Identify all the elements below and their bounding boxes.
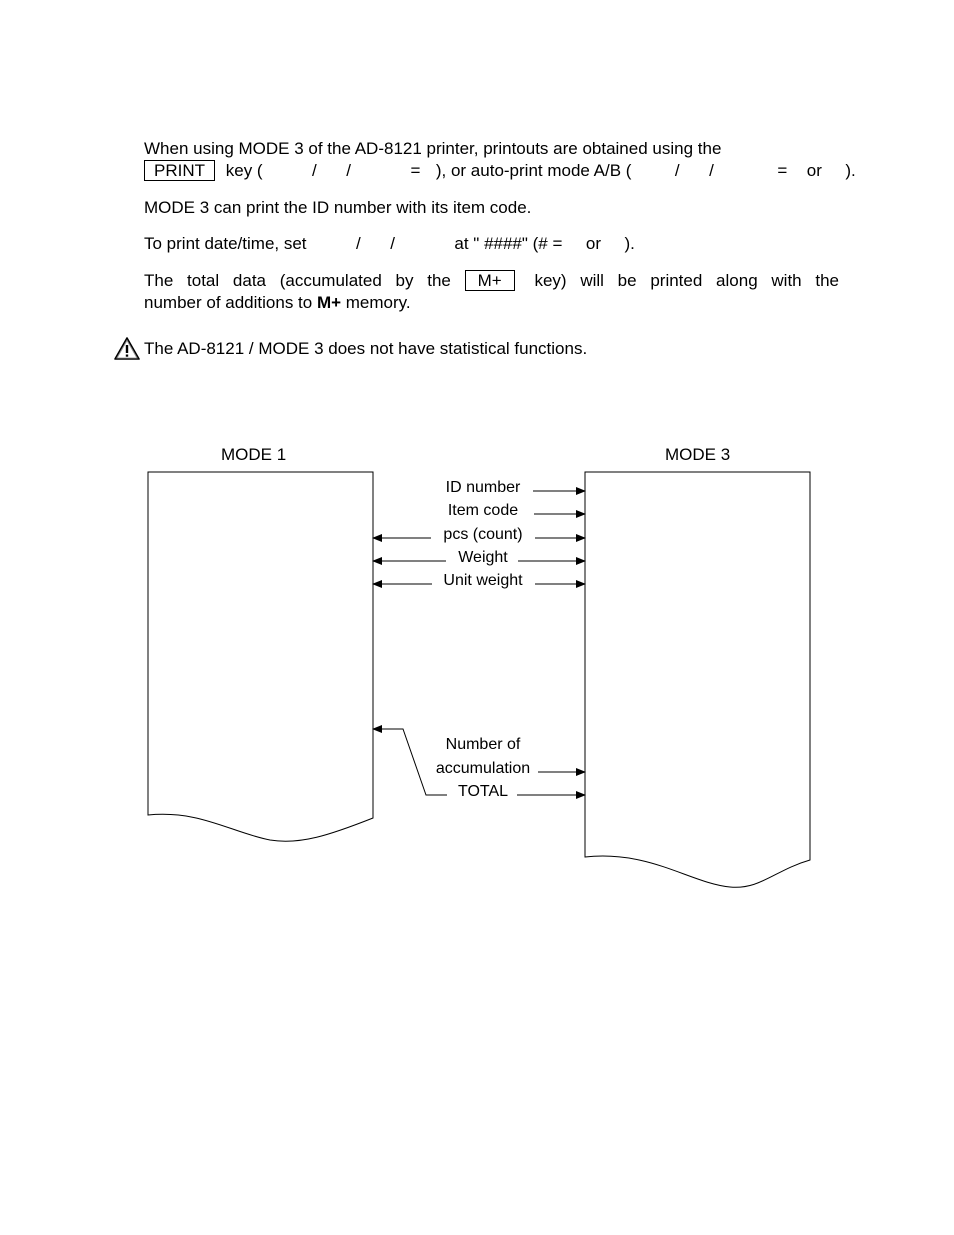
warning-text: The AD-8121 / MODE 3 does not have statistical functions.	[144, 339, 588, 358]
or-text: or	[806, 161, 822, 180]
at-text: at " ####" (# =	[454, 234, 563, 253]
key-text: key (	[225, 161, 263, 180]
label-item-code: Item code	[447, 502, 519, 519]
auto-print-text: ), or auto-print mode A/B (	[435, 161, 632, 180]
para4-start: The total data (accumulated by the	[144, 271, 451, 290]
label-number-of: Number of	[445, 736, 521, 753]
arrow-total-left	[373, 729, 447, 795]
close-paren: ).	[624, 234, 635, 253]
slash: /	[356, 234, 361, 253]
m-plus-bold: M+	[316, 293, 342, 312]
print-key-box: PRINT	[144, 160, 215, 181]
mode1-paper	[148, 472, 373, 841]
label-id-number: ID number	[445, 479, 521, 496]
label-accumulation: accumulation	[435, 760, 531, 777]
para4-line2c: memory.	[341, 293, 411, 312]
para4-line2a: number of additions to	[144, 293, 317, 312]
or-text: or	[585, 234, 602, 253]
para4-end: key) will be printed along with the	[534, 271, 839, 290]
m-plus-key-box: M+	[465, 270, 515, 291]
para1-line1: When using MODE 3 of the AD-8121 printer, printouts are obtained using the	[144, 139, 722, 158]
mode1-label: MODE 1	[221, 445, 287, 464]
label-total: TOTAL	[457, 783, 509, 800]
slash: /	[312, 161, 317, 180]
slash: /	[674, 161, 680, 180]
para3-start: To print date/time, set	[144, 234, 307, 253]
label-weight: Weight	[458, 549, 508, 566]
mode3-label: MODE 3	[665, 445, 731, 464]
close-paren: ).	[845, 161, 856, 180]
slash: /	[346, 161, 351, 180]
paragraph-id-number: MODE 3 can print the ID number with its item code.	[144, 198, 532, 217]
label-unit-weight: Unit weight	[443, 572, 523, 589]
equals: =	[777, 161, 788, 180]
slash: /	[709, 161, 714, 180]
label-pcs: pcs (count)	[443, 526, 523, 543]
slash: /	[390, 234, 395, 253]
mode3-paper	[585, 472, 810, 887]
equals: =	[410, 161, 421, 180]
